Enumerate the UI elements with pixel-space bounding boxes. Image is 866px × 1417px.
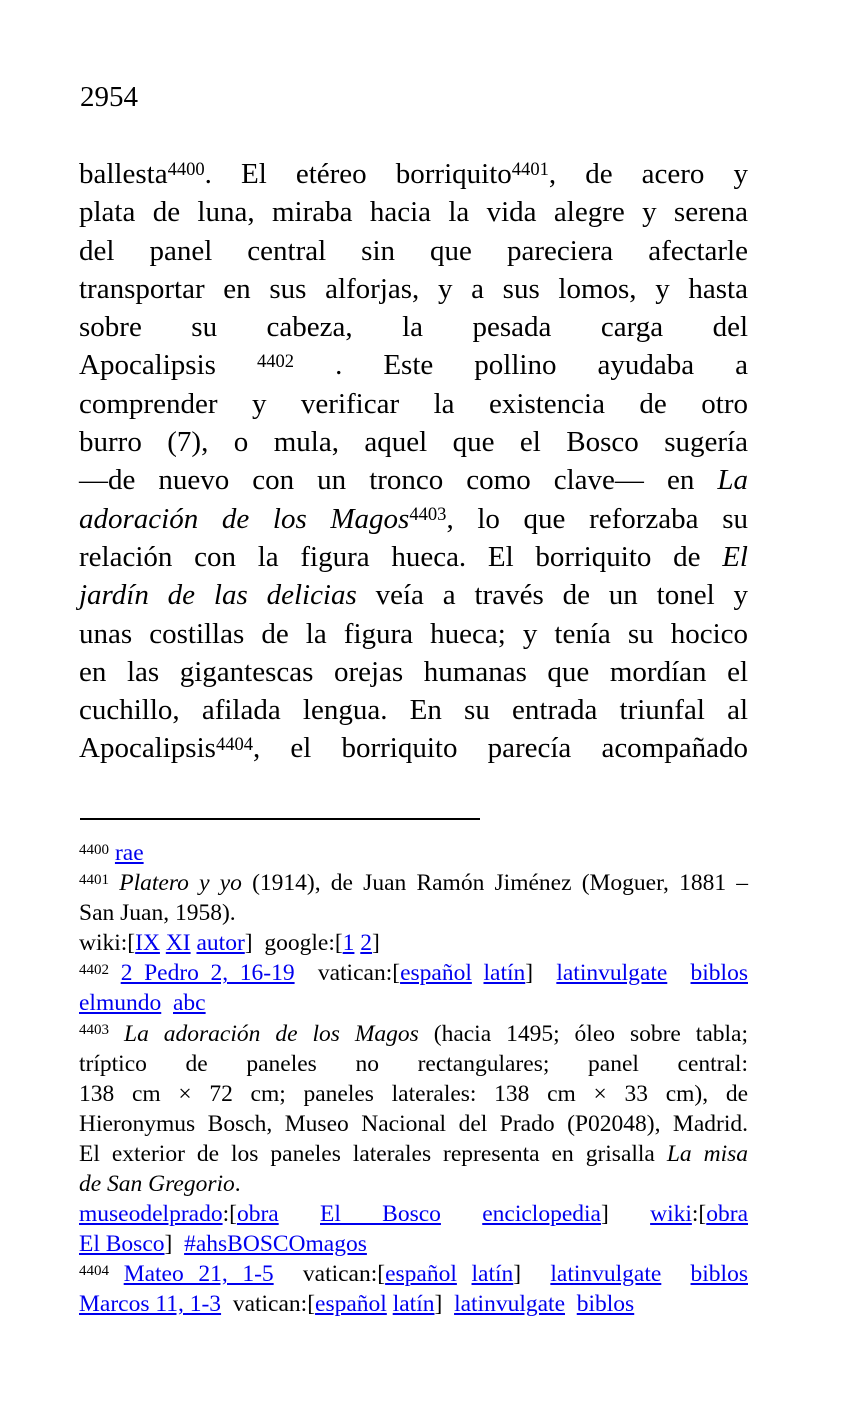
body-line-11: relación con la figura hueca. El borriquito de El [79, 540, 748, 573]
italic-text: adoración de los Magos [79, 502, 410, 535]
link-obra[interactable]: obra [236, 1201, 279, 1228]
body-line-3: del panel central sin que pareciera afectarle [79, 234, 748, 267]
link-abc[interactable]: abc [173, 990, 206, 1017]
body-line-10: adoración de los Magos$^{4403}$, lo que reforzaba su [79, 502, 748, 535]
link-latinvulgate[interactable]: latinvulgate [454, 1291, 565, 1318]
link-lat-n[interactable]: latín [471, 1261, 514, 1288]
footnotes-section [79, 838, 748, 1320]
footnote-marker-4401: 4401 [79, 871, 110, 888]
footnote-4402-line-2 [79, 988, 748, 1018]
italic-text: La [717, 464, 748, 497]
link-espa-ol[interactable]: español [315, 1291, 387, 1318]
italic-text: La adoración de los Magos [124, 1020, 419, 1047]
link-biblos[interactable]: biblos [690, 1261, 748, 1288]
link-2[interactable]: 2 [360, 930, 373, 957]
body-line-15: cuchillo, afilada lengua. En su entrada triunfal al [79, 694, 748, 727]
link-el-bosco[interactable]: El Bosco [79, 1231, 165, 1258]
footnote-marker-4404: 4404 [79, 1263, 110, 1279]
footnote-4400-line-1 [79, 838, 748, 868]
footnote-marker-4402: 4402 [79, 962, 110, 979]
footnote-4403-line-4: Hieronymus Bosch, Museo Nacional del Prado (P02048), Madrid. [79, 1110, 748, 1137]
link-2-pedro-2-16-19[interactable]: 2 Pedro 2, 16-19 [120, 960, 295, 987]
footnote-ref-4403: 4403 [409, 503, 447, 525]
link-obra[interactable]: obra [706, 1201, 749, 1228]
footnote-4403-line-6: de San Gregorio. [79, 1171, 241, 1198]
link-ix[interactable]: IX [135, 930, 160, 957]
body-line-13: unas costillas de la figura hueca; y tenía su hocico [79, 617, 748, 650]
link-ahsboscomagos[interactable]: #ahsBOSCOmagos [184, 1231, 367, 1258]
body-line-16: Apocalipsis$^{4404}$, el borriquito parecía acompañado [79, 732, 748, 765]
footnote-4403-line-1: $^{4403}$ La adoración de los Magos (hacia 1495; óleo sobre tabla; [79, 1020, 749, 1047]
footnote-4403-line-7: museodelprado:[obra El Bosco enciclopedia] wiki:[obra [79, 1201, 749, 1228]
footnote-4402-line-1: $^{4402}$ 2 Pedro 2, 16-19 vatican:[español latín] latinvulgate biblos [79, 960, 748, 987]
link-latinvulgate[interactable]: latinvulgate [550, 1261, 662, 1288]
body-line-1: ballesta$^{4400}$. El etéreo borriquito$^{4401}$, de acero y [79, 158, 748, 190]
body-line-12: jardín de las delicias veía a través de un tonel y [79, 579, 748, 612]
body-line-9: —de nuevo con un tronco como clave— en La [79, 464, 748, 497]
footnote-marker-4403: 4403 [79, 1022, 110, 1039]
body-line-14: en las gigantescas orejas humanas que mordían el [79, 655, 748, 688]
link-museodelprado[interactable]: museodelprado [79, 1201, 223, 1228]
footnote-4403-line-3: 138 cm × 72 cm; paneles laterales: 138 cm × 33 cm), de [79, 1080, 748, 1107]
link-mateo-21-1-5[interactable]: Mateo 21, 1-5 [123, 1261, 274, 1288]
footnote-ref-4402: 4402 [256, 350, 295, 372]
italic-text: jardín de las delicias [79, 579, 357, 612]
body-line-2: plata de luna, miraba hacia la vida alegre y serena [79, 196, 748, 229]
footnote-ref-4400: 4400 [167, 159, 205, 181]
italic-text: de San Gregorio [79, 1171, 235, 1198]
footnote-4401-line-1: $^{4401}$ Platero y yo (1914), de Juan Ramón Jiménez (Moguer, 1881 – [79, 870, 749, 897]
link-1[interactable]: 1 [342, 930, 355, 957]
link-espa-ol[interactable]: español [385, 1261, 457, 1288]
link-biblos[interactable]: biblos [576, 1291, 635, 1318]
footnote-4404 [79, 1259, 748, 1319]
footnote-4404-line-2: Marcos 11, 1-3 vatican:[español latín] latinvulgate biblos [79, 1291, 635, 1318]
link-marcos-11-1-3[interactable]: Marcos 11, 1-3 [79, 1291, 222, 1318]
link-biblos[interactable]: biblos [690, 960, 748, 987]
footnote-4403-line-8: El Bosco] #ahsBOSCOmagos [79, 1231, 367, 1258]
italic-text: Platero y yo [119, 870, 242, 897]
page-number: 2954 [80, 81, 138, 113]
link-el-bosco[interactable]: El Bosco [320, 1201, 441, 1228]
link-elmundo[interactable]: elmundo [79, 990, 162, 1017]
link-lat-n[interactable]: latín [483, 960, 526, 987]
body-line-6: Apocalipsis $^{4402}$ . Este pollino ayudaba a [79, 349, 748, 382]
footnote-4404-line-1: $^{4404}$ Mateo 21, 1-5 vatican:[español latín] latinvulgate biblos [79, 1261, 748, 1288]
footnote-4403 [79, 1019, 748, 1260]
italic-text: La misa [666, 1140, 749, 1167]
footnote-ref-4404: 4404 [215, 733, 254, 755]
body-text [79, 155, 748, 768]
footnote-4400 [79, 838, 748, 868]
italic-text: El [722, 540, 748, 573]
footnote-ref-4401: 4401 [511, 159, 549, 181]
footnote-4402 [79, 958, 748, 1018]
body-line-5: sobre su cabeza, la pesada carga del [79, 311, 748, 344]
link-latinvulgate[interactable]: latinvulgate [556, 960, 668, 987]
link-wiki[interactable]: wiki [650, 1201, 692, 1228]
link-autor[interactable]: autor [196, 930, 245, 957]
footnote-separator [80, 818, 480, 820]
link-enciclopedia[interactable]: enciclopedia [482, 1201, 601, 1228]
link-rae[interactable]: rae [114, 840, 144, 866]
footnote-4403-line-5: El exterior de los paneles laterales representa en grisalla La misa [79, 1140, 749, 1167]
body-line-8: burro (7), o mula, aquel que el Bosco sugería [79, 426, 748, 459]
footnote-4401-line-2: San Juan, 1958). [79, 900, 236, 927]
link-espa-ol[interactable]: español [400, 960, 472, 987]
link-lat-n[interactable]: latín [392, 1291, 435, 1318]
body-line-7: comprender y verificar la existencia de otro [79, 387, 748, 420]
body-line-4: transportar en sus alforjas, y a sus lomos, y hasta [79, 272, 748, 305]
footnote-4403-line-2: tríptico de paneles no rectangulares; panel central: [79, 1050, 748, 1077]
footnote-4401 [79, 868, 748, 958]
link-xi[interactable]: XI [165, 930, 191, 957]
footnote-marker-4400: 4400 [79, 841, 110, 858]
footnote-4401-line-3: wiki:[IX XI autor] google:[1 2] [79, 930, 380, 957]
